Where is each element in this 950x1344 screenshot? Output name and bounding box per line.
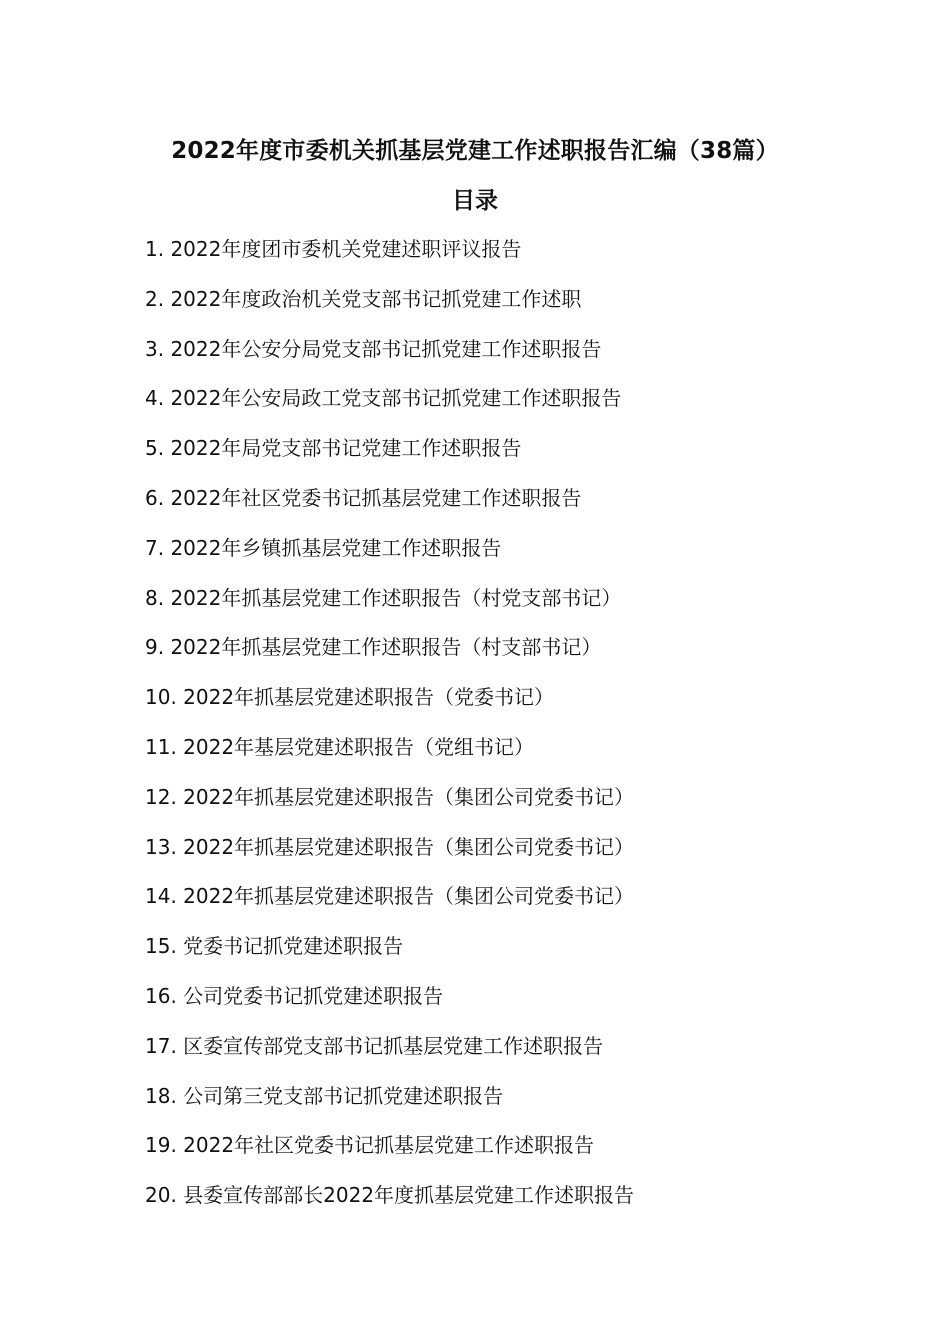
- toc-item: 19. 2022年社区党委书记抓基层党建工作述职报告: [145, 1133, 595, 1158]
- toc-item: 20. 县委宣传部部长2022年度抓基层党建工作述职报告: [145, 1183, 635, 1208]
- toc-item: 12. 2022年抓基层党建述职报告（集团公司党委书记）: [145, 784, 635, 809]
- toc-item: 6. 2022年社区党委书记抓基层党建工作述职报告: [145, 485, 582, 510]
- toc-item: 11. 2022年基层党建述职报告（党组书记）: [145, 734, 535, 759]
- toc-item: 14. 2022年抓基层党建述职报告（集团公司党委书记）: [145, 884, 635, 909]
- toc-item: 4. 2022年公安局政工党支部书记抓党建工作述职报告: [145, 386, 622, 411]
- toc-item: 3. 2022年公安分局党支部书记抓党建工作述职报告: [145, 336, 602, 361]
- toc-item: 15. 党委书记抓党建述职报告: [145, 934, 404, 959]
- toc-item: 5. 2022年局党支部书记党建工作述职报告: [145, 436, 522, 461]
- toc-item: 2. 2022年度政治机关党支部书记抓党建工作述职: [145, 286, 582, 311]
- toc-item: 18. 公司第三党支部书记抓党建述职报告: [145, 1083, 504, 1108]
- toc-item: 9. 2022年抓基层党建工作述职报告（村支部书记）: [145, 635, 602, 660]
- toc-heading: 目录: [452, 188, 498, 214]
- toc-item: 8. 2022年抓基层党建工作述职报告（村党支部书记）: [145, 585, 622, 610]
- toc-item: 17. 区委宣传部党支部书记抓基层党建工作述职报告: [145, 1033, 604, 1058]
- document-title: 2022年度市委机关抓基层党建工作述职报告汇编（38篇）: [171, 138, 779, 164]
- toc-item: 7. 2022年乡镇抓基层党建工作述职报告: [145, 535, 502, 560]
- toc-item: 10. 2022年抓基层党建述职报告（党委书记）: [145, 685, 555, 710]
- toc-list: [145, 232, 905, 1228]
- toc-item: 1. 2022年度团市委机关党建述职评议报告: [145, 237, 522, 261]
- toc-item: 13. 2022年抓基层党建述职报告（集团公司党委书记）: [145, 834, 635, 859]
- toc-item: 16. 公司党委书记抓党建述职报告: [145, 983, 444, 1008]
